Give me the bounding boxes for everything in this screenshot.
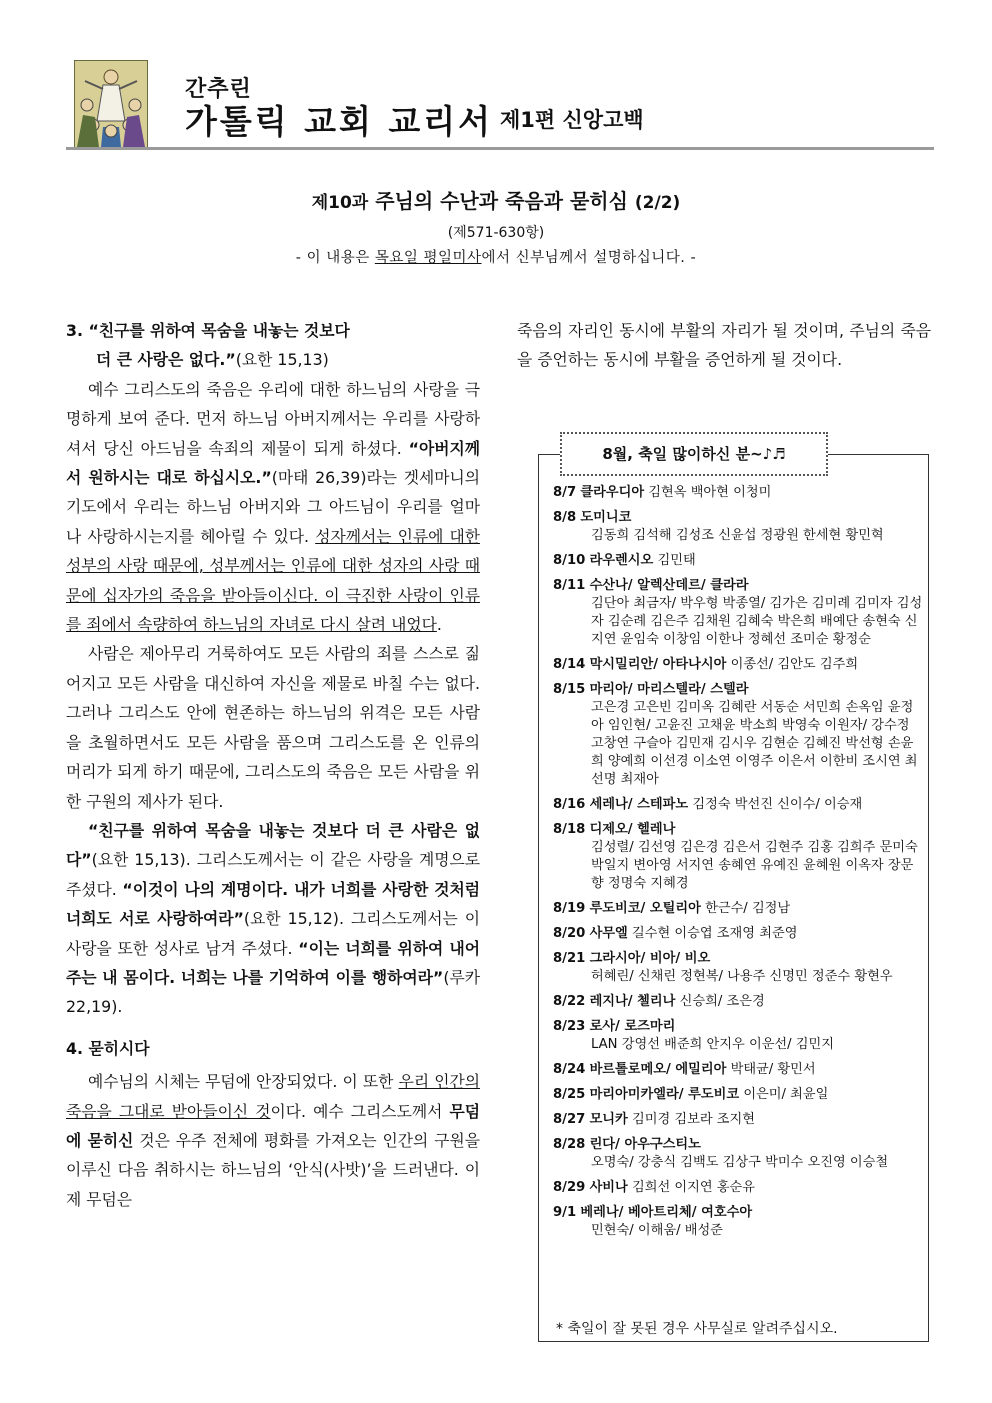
feast-date: 8/21 — [553, 951, 586, 966]
feast-line — [553, 925, 925, 943]
feast-entry — [553, 821, 925, 893]
feast-date: 8/10 — [553, 553, 586, 568]
feast-names: 이종선/ 김안도 김주희 — [730, 657, 859, 672]
bold-run: 무덤에 묻히신 — [66, 1101, 480, 1150]
feast-saint-name: 라우렌시오 — [589, 553, 654, 568]
feast-saint-name: 사비나 — [589, 1180, 628, 1195]
feast-line — [553, 656, 925, 674]
feast-date: 8/28 — [553, 1137, 586, 1152]
section3-heading-quote: 더 큰 사랑은 없다.” — [96, 350, 236, 370]
feast-date: 8/14 — [553, 657, 586, 672]
feast-line — [553, 950, 925, 968]
feast-saint-name: 세레나/ 스테파노 — [589, 797, 689, 812]
feast-date: 8/24 — [553, 1062, 586, 1077]
feast-date: 8/20 — [553, 926, 586, 941]
text-run: (마태 26,39)라는 겟세마니의 기도에서 우리는 하느님 아버지와 그 아드님이 우리를 얼마나 사랑하시는지를 헤아릴 수 있다. — [66, 468, 480, 546]
feast-line — [553, 577, 925, 595]
notice-post: 에서 신부님께서 설명하십니다. - — [481, 250, 697, 266]
feast-saint-name: 바르톨로메오/ 에밀리아 — [589, 1062, 727, 1077]
lesson-title — [0, 185, 992, 214]
section4-continuation: 죽음의 자리인 동시에 부활의 자리가 될 것이며, 주님의 죽음을 증언하는 동시에 부활을 증언하게 될 것이다. — [517, 321, 931, 370]
lesson-title-text: 주님의 수난과 죽음과 묻히심 — [375, 189, 628, 213]
feast-entry — [553, 681, 925, 789]
feast-entry — [553, 1136, 925, 1172]
feast-date: 8/19 — [553, 901, 586, 916]
lesson-number: 제10과 — [311, 193, 369, 213]
feast-saint-name: 린다/ 아우구스티노 — [589, 1137, 701, 1152]
feast-entry — [553, 1111, 925, 1129]
feast-names: 오명숙/ 강충식 김백도 김상구 박미수 오진영 이승철 — [591, 1155, 889, 1170]
feast-entry — [553, 552, 925, 570]
feast-line — [553, 1136, 925, 1154]
feast-date: 8/23 — [553, 1019, 586, 1034]
feast-saint-name: 루도비코/ 오틸리아 — [589, 901, 701, 916]
feast-names: 김단아 최금자/ 박우형 박종열/ 김가은 김미례 김미자 김성자 김순례 김은주 김채원 김혜숙 박은희 배예단 송현숙 신지연 윤임숙 이창임 이한나 정혜선 조미순 황정순 — [591, 596, 923, 647]
brand-subtitle: 제1편 신앙고백 — [500, 108, 644, 132]
feast-line — [553, 900, 925, 918]
feast-line — [553, 484, 925, 502]
feast-line — [553, 1018, 925, 1036]
lesson-part: (2/2) — [634, 193, 681, 213]
feast-date: 8/25 — [553, 1087, 586, 1102]
feast-date: 8/7 — [553, 485, 577, 500]
feast-names: 이은미/ 최윤일 — [743, 1087, 829, 1102]
feast-entry — [553, 484, 925, 502]
feast-saint-name: 도미니코 — [580, 510, 632, 525]
underlined-run: 성자께서는 인류에 대한 성부의 사랑 때문에, 성부께서는 인류에 대한 성자의 사랑 때문에 십자가의 죽음을 받아들이신다. 이 극진한 사랑이 인류를 죄에서 속량하여 하느님의 자녀로 다시 살려 내었다 — [66, 526, 480, 635]
notice-underlined: 목요일 평일미사 — [374, 250, 482, 266]
left-column — [66, 316, 480, 1214]
feast-footnote: * 축일이 잘 못된 경우 사무실로 알려주십시오. — [556, 1321, 838, 1337]
text-run: (요한 15,12). 그리스도께서는 이 사랑을 또한 성사로 남겨 주셨다. — [66, 909, 481, 958]
feast-saint-name: 그라시아/ 비아/ 비오 — [589, 951, 711, 966]
feast-entry — [553, 796, 925, 814]
feast-names: 김현옥 백아현 이청미 — [648, 485, 772, 500]
section3-paragraph-1 — [66, 375, 480, 640]
feast-names: 김희선 이지연 홍순유 — [631, 1180, 756, 1195]
text-run: (루카 22,19). — [66, 967, 480, 1017]
text-run: (요한 15,13). 그리스도께서는 이 같은 사랑을 계명으로 주셨다. — [66, 850, 480, 899]
feast-date: 9/1 — [553, 1205, 577, 1220]
feast-line — [553, 1061, 925, 1079]
lesson-notice — [0, 246, 992, 267]
header-logo — [74, 60, 148, 148]
feast-names: 신승희/ 조은경 — [679, 994, 765, 1009]
feast-saint-name: 로사/ 로즈마리 — [589, 1019, 676, 1034]
feast-entry — [553, 950, 925, 986]
feast-saint-name: 클라우디아 — [580, 485, 645, 500]
feast-entry — [553, 900, 925, 918]
feast-entry — [553, 1179, 925, 1197]
feast-names: 김정숙 박선진 신이수/ 이승재 — [692, 797, 863, 812]
feast-date: 8/29 — [553, 1180, 586, 1195]
feast-saint-name: 모니카 — [589, 1112, 628, 1127]
lesson-range: (제571-630항) — [447, 225, 545, 241]
feast-saint-name: 마리아/ 마리스텔라/ 스텔라 — [589, 682, 749, 697]
text-run: 예수님의 시체는 무덤에 안장되었다. 이 또한 — [88, 1072, 399, 1092]
feast-box-title: 8월, 축일 많이하신 분~♪♬ — [560, 432, 828, 476]
feast-line — [553, 681, 925, 699]
feast-entry — [553, 1086, 925, 1104]
feast-names: 민현숙/ 이해움/ 배성준 — [591, 1223, 723, 1238]
feast-line — [553, 509, 925, 527]
feast-date: 8/11 — [553, 578, 586, 593]
feast-entry — [553, 577, 925, 649]
right-column-continuation — [517, 316, 931, 375]
feast-date: 8/27 — [553, 1112, 586, 1127]
feast-names: 길수현 이승엽 조재영 최준영 — [631, 926, 798, 941]
feast-saint-name: 레지나/ 첼리나 — [589, 994, 676, 1009]
feast-names: 김성렬/ 김선영 김은경 김은서 김현주 김홍 김희주 문미숙 박일지 변아영 서지연 송혜연 유예진 윤혜원 이옥자 장문향 정명숙 지혜경 — [591, 840, 918, 891]
section3-paragraph-3 — [66, 816, 480, 1022]
text-run: . — [436, 615, 442, 635]
feast-saint-name: 사무엘 — [589, 926, 628, 941]
feast-date: 8/16 — [553, 797, 586, 812]
text-run: 이다. 예수 그리스도께서 — [270, 1101, 450, 1121]
bold-quote: “이것이 나의 계명이다. 내가 너희를 사랑한 것처럼 너희도 서로 사랑하여라” — [66, 879, 481, 929]
feast-entry — [553, 1204, 925, 1240]
feast-names: 김미경 김보라 조지현 — [631, 1112, 756, 1127]
text-run: 것은 우주 전체에 평화를 가져오는 인간의 구원을 이루신 다음 취하시는 하느님의 ‘안식(사밧)’을 드러낸다. 이제 무덤은 — [66, 1130, 480, 1209]
feast-saint-name: 마리아미카엘라/ 루도비코 — [589, 1087, 740, 1102]
section3-heading-ref: (요한 15,13) — [235, 350, 329, 370]
section3-paragraph-2: 사람은 제아무리 거룩하여도 모든 사람의 죄를 스스로 짊어지고 모든 사람을 대신하여 자신을 제물로 바칠 수는 없다. 그러나 그리스도 안에 현존하는 하느님의 위격은 모든 사람을 초월하면서도 모든 사람을 품으며 그리스도를 온 인류의 머리가 되게 하기 때문에, 그리스도의 죽음은 모든 사람을 위한 구원의 제사가 된다. — [66, 644, 480, 811]
underlined-run: 우리 인간의 죽음을 그대로 받아들이신 것 — [66, 1072, 481, 1121]
feast-entry — [553, 1061, 925, 1079]
brand-small: 간추린 — [185, 77, 252, 102]
header-divider — [66, 147, 934, 150]
feast-names: 한근수/ 김정남 — [705, 901, 791, 916]
feast-names: LAN 강영선 배준희 안지우 이운선/ 김민지 — [591, 1037, 835, 1052]
feast-date: 8/15 — [553, 682, 586, 697]
feast-line — [553, 552, 925, 570]
feast-line — [553, 1086, 925, 1104]
section4-paragraph-1 — [66, 1067, 480, 1214]
feast-names: 허혜린/ 신채린 정현복/ 나용주 신명민 정준수 황현우 — [591, 969, 893, 984]
feast-names: 김민태 — [657, 553, 696, 568]
feast-entry — [553, 993, 925, 1011]
feast-line — [553, 1111, 925, 1129]
feast-line — [553, 821, 925, 839]
feast-date: 8/8 — [553, 510, 577, 525]
feast-line — [553, 1204, 925, 1222]
bold-quote: “아버지께서 원하시는 대로 하십시오.” — [66, 438, 480, 488]
feast-line — [553, 1179, 925, 1197]
brand-title: 가톨릭 교회 교리서 — [185, 102, 494, 141]
feast-saint-name: 베레나/ 베아트리체/ 여호수아 — [580, 1205, 753, 1220]
section3-heading-line1: 3. “친구를 위하여 목숨을 내놓는 것보다 — [66, 321, 350, 340]
feast-line — [553, 993, 925, 1011]
jesus-disciples-icon — [75, 61, 147, 147]
feast-entry — [553, 656, 925, 674]
bold-quote: “이는 너희를 위하여 내어 주는 내 몸이다. 너희는 나를 기억하여 이를 행하여라” — [66, 938, 480, 987]
section3-heading-line2 — [66, 345, 480, 374]
feast-names: 고은경 고은빈 김미옥 김혜란 서동순 서민희 손옥임 윤정아 임인현/ 고윤진 고채윤 박소희 박영숙 이원자/ 강수정 고창연 구슬아 김민재 김시우 김현순 김혜진 박선형 손윤희 양예희 이선경 이소연 이영주 이은서 이한비 조시연 최선명 최재아 — [591, 700, 918, 787]
feast-saint-name: 디제오/ 헬레나 — [589, 822, 676, 837]
feast-line — [553, 796, 925, 814]
feast-entry — [553, 509, 925, 545]
feast-names: 박태균/ 황민서 — [730, 1062, 816, 1077]
feast-date: 8/22 — [553, 994, 586, 1009]
feast-names: 김동희 김석해 김성조 신윤섭 정광원 한세현 황민혁 — [591, 528, 884, 543]
section4-heading: 4. 묻히시다 — [66, 1038, 150, 1058]
feast-entry — [553, 925, 925, 943]
feast-saint-name: 수산나/ 알렉산데르/ 클라라 — [589, 578, 749, 593]
feast-entry — [553, 1018, 925, 1054]
bold-quote: “친구를 위하여 목숨을 내놓는 것보다 더 큰 사람은 없다” — [66, 820, 480, 870]
notice-pre: - 이 내용은 — [295, 250, 375, 266]
feast-list — [553, 484, 925, 1247]
feast-saint-name: 막시밀리안/ 아타나시아 — [589, 657, 727, 672]
text-run: 예수 그리스도의 죽음은 우리에 대한 하느님의 사랑을 극명하게 보여 준다. 먼저 하느님 아버지께서는 우리를 사랑하셔서 당신 아드님을 속죄의 제물이 되게 하셨다. — [66, 379, 480, 458]
feast-date: 8/18 — [553, 822, 586, 837]
